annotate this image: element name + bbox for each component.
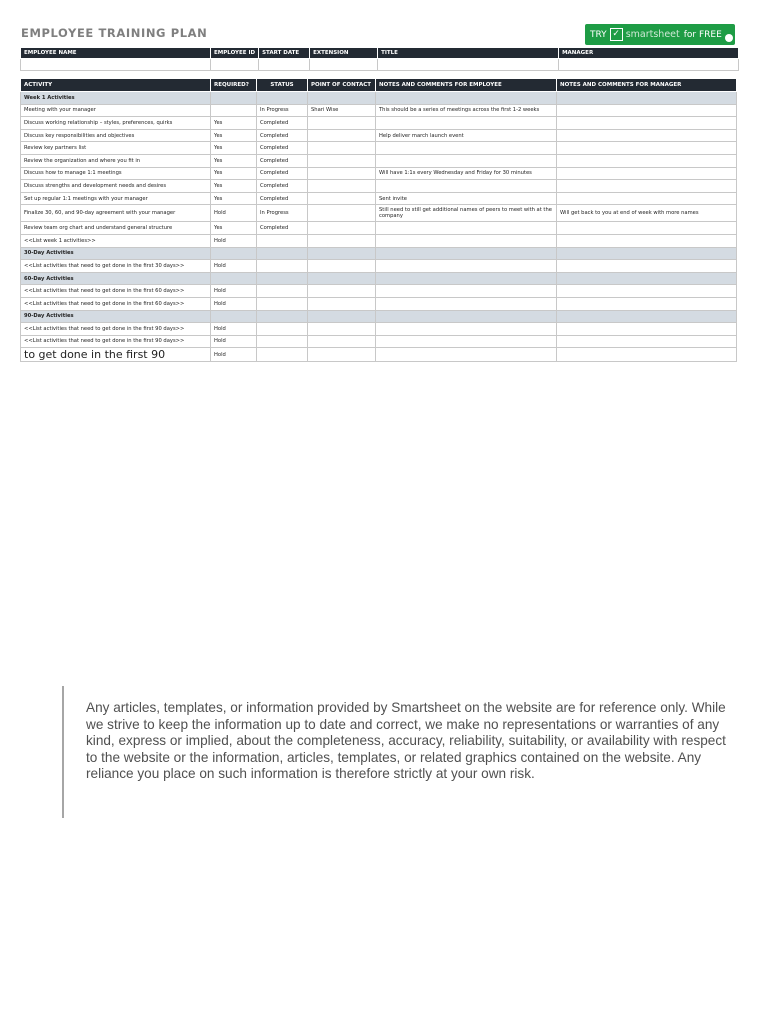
employee-info-input-row (21, 59, 739, 71)
point-of-contact-cell[interactable] (308, 348, 376, 362)
required-cell[interactable]: Yes (211, 117, 257, 130)
training-activities-table (20, 78, 737, 362)
section-empty-cell (257, 310, 308, 323)
page-title: EMPLOYEE TRAINING PLAN (21, 26, 208, 40)
manager-notes-cell[interactable] (557, 129, 737, 142)
section-empty-cell (257, 92, 308, 105)
activity-cell[interactable]: Finalize 30, 60, and 90-day agreement with your manager (21, 205, 211, 222)
section-empty-cell (308, 310, 376, 323)
required-cell[interactable]: Yes (211, 129, 257, 142)
activity-cell[interactable]: Discuss strengths and development needs and desires (21, 180, 211, 193)
section-title: 90-Day Activities (21, 310, 211, 323)
status-cell[interactable] (257, 348, 308, 362)
required-cell[interactable] (211, 104, 257, 117)
section-empty-cell (308, 272, 376, 285)
section-empty-cell (211, 310, 257, 323)
activities-header-row (21, 79, 737, 92)
section-title: 60-Day Activities (21, 272, 211, 285)
section-empty-cell (557, 247, 737, 260)
manager-notes-cell[interactable] (557, 142, 737, 155)
table-row (21, 129, 737, 142)
employee-info-header-row (21, 48, 739, 59)
point-of-contact-cell[interactable] (308, 260, 376, 273)
required-cell[interactable]: Hold (211, 234, 257, 247)
section-empty-cell (211, 272, 257, 285)
activity-cell[interactable]: Review key partners list (21, 142, 211, 155)
activity-cell[interactable]: Meeting with your manager (21, 104, 211, 117)
status-cell[interactable] (257, 323, 308, 336)
required-cell[interactable]: Hold (211, 205, 257, 222)
employee-name-cell[interactable] (21, 59, 211, 71)
required-cell[interactable]: Yes (211, 142, 257, 155)
activity-cell[interactable]: <<List activities that need to get done in the first 60 days>> (21, 285, 211, 298)
table-row (21, 335, 737, 348)
section-empty-cell (257, 272, 308, 285)
col-header-title: TITLE (378, 48, 559, 59)
section-title: 30-Day Activities (21, 247, 211, 260)
activity-cell[interactable]: <<List activities that need to get done in the first 90 days>> (21, 323, 211, 336)
banner-cta-label: for FREE (683, 29, 722, 40)
table-row (21, 260, 737, 273)
try-smartsheet-banner[interactable] (585, 24, 735, 45)
activity-cell[interactable]: Discuss key responsibilities and objectives (21, 129, 211, 142)
point-of-contact-cell[interactable] (308, 323, 376, 336)
employee-notes-cell[interactable]: Will have 1:1s every Wednesday and Friday for 30 minutes (376, 167, 557, 180)
col-header-employee-name: EMPLOYEE NAME (21, 48, 211, 59)
point-of-contact-cell[interactable] (308, 117, 376, 130)
employee-notes-cell[interactable]: This should be a series of meetings across the first 1-2 weeks (376, 104, 557, 117)
col-header-activity: ACTIVITY (21, 79, 211, 92)
status-cell[interactable] (257, 335, 308, 348)
point-of-contact-cell[interactable] (308, 154, 376, 167)
col-header-manager: MANAGER (559, 48, 739, 59)
extension-cell[interactable] (310, 59, 378, 71)
status-cell[interactable]: Completed (257, 154, 308, 167)
manager-notes-cell[interactable] (557, 117, 737, 130)
employee-id-cell[interactable] (211, 59, 259, 71)
manager-notes-cell[interactable] (557, 192, 737, 205)
point-of-contact-cell[interactable] (308, 222, 376, 235)
cursor-icon (725, 34, 733, 42)
status-cell[interactable] (257, 297, 308, 310)
point-of-contact-cell[interactable] (308, 205, 376, 222)
point-of-contact-cell[interactable] (308, 234, 376, 247)
table-row (21, 348, 737, 362)
required-cell[interactable]: Hold (211, 348, 257, 362)
required-cell[interactable]: Hold (211, 323, 257, 336)
manager-notes-cell[interactable] (557, 260, 737, 273)
col-header-required: REQUIRED? (211, 79, 257, 92)
col-header-employee-notes: NOTES AND COMMENTS FOR EMPLOYEE (376, 79, 557, 92)
table-row (21, 167, 737, 180)
status-cell[interactable]: In Progress (257, 205, 308, 222)
activity-cell[interactable]: <<List activities that need to get done in the first 60 days>> (21, 297, 211, 310)
employee-notes-cell[interactable]: Help deliver march launch event (376, 129, 557, 142)
col-header-status: STATUS (257, 79, 308, 92)
employee-info-table (20, 47, 739, 71)
table-row (21, 192, 737, 205)
manager-notes-cell[interactable] (557, 104, 737, 117)
required-cell[interactable]: Yes (211, 222, 257, 235)
manager-notes-cell[interactable] (557, 154, 737, 167)
section-row (21, 92, 737, 105)
employee-notes-cell[interactable] (376, 154, 557, 167)
col-header-point-of-contact: POINT OF CONTACT (308, 79, 376, 92)
activity-cell[interactable]: <<List activities that need to get done in the first 30 days>> (21, 260, 211, 273)
employee-notes-cell[interactable] (376, 180, 557, 193)
required-cell[interactable]: Hold (211, 285, 257, 298)
section-empty-cell (376, 247, 557, 260)
section-empty-cell (257, 247, 308, 260)
status-cell[interactable]: Completed (257, 142, 308, 155)
section-row (21, 310, 737, 323)
table-row (21, 117, 737, 130)
activity-cell[interactable]: Review the organization and where you fit in (21, 154, 211, 167)
section-empty-cell (308, 92, 376, 105)
manager-notes-cell[interactable] (557, 297, 737, 310)
section-empty-cell (557, 310, 737, 323)
section-empty-cell (557, 272, 737, 285)
employee-notes-cell[interactable] (376, 335, 557, 348)
section-row (21, 272, 737, 285)
activity-cell[interactable]: Set up regular 1:1 meetings with your manager (21, 192, 211, 205)
table-row (21, 297, 737, 310)
activity-cell[interactable]: Discuss working relationship – styles, preferences, quirks (21, 117, 211, 130)
manager-notes-cell[interactable] (557, 180, 737, 193)
point-of-contact-cell[interactable] (308, 129, 376, 142)
required-cell[interactable]: Hold (211, 297, 257, 310)
point-of-contact-cell[interactable]: Shari Wise (308, 104, 376, 117)
status-cell[interactable]: Completed (257, 117, 308, 130)
employee-notes-cell[interactable] (376, 222, 557, 235)
manager-notes-cell[interactable] (557, 323, 737, 336)
table-row (21, 205, 737, 222)
section-empty-cell (211, 247, 257, 260)
table-row (21, 104, 737, 117)
table-row (21, 285, 737, 298)
status-cell[interactable]: Completed (257, 129, 308, 142)
required-cell[interactable]: Yes (211, 154, 257, 167)
col-header-employee-id: EMPLOYEE ID (211, 48, 259, 59)
col-header-start-date: START DATE (259, 48, 310, 59)
status-cell[interactable]: Completed (257, 167, 308, 180)
employee-notes-cell[interactable] (376, 323, 557, 336)
employee-notes-cell[interactable] (376, 234, 557, 247)
section-empty-cell (376, 92, 557, 105)
employee-notes-cell[interactable]: Still need to still get additional names of peers to meet with at the company (376, 205, 557, 222)
status-cell[interactable]: Completed (257, 180, 308, 193)
point-of-contact-cell[interactable] (308, 192, 376, 205)
section-empty-cell (376, 310, 557, 323)
checkmark-icon: ✓ (610, 28, 623, 41)
required-cell[interactable]: Yes (211, 167, 257, 180)
banner-brand-label: smartsheet (625, 29, 680, 40)
manager-cell[interactable] (559, 59, 739, 71)
table-row (21, 154, 737, 167)
point-of-contact-cell[interactable] (308, 142, 376, 155)
point-of-contact-cell[interactable] (308, 285, 376, 298)
point-of-contact-cell[interactable] (308, 167, 376, 180)
table-row (21, 234, 737, 247)
section-empty-cell (308, 247, 376, 260)
title-cell[interactable] (378, 59, 559, 71)
table-row (21, 142, 737, 155)
point-of-contact-cell[interactable] (308, 297, 376, 310)
required-cell[interactable]: Yes (211, 180, 257, 193)
status-cell[interactable] (257, 234, 308, 247)
status-cell[interactable]: Completed (257, 222, 308, 235)
section-empty-cell (376, 272, 557, 285)
table-row (21, 180, 737, 193)
activity-cell[interactable]: <<List week 1 activities>> (21, 234, 211, 247)
employee-notes-cell[interactable] (376, 260, 557, 273)
section-title: Week 1 Activities (21, 92, 211, 105)
manager-notes-cell[interactable]: Will get back to you at end of week with more names (557, 205, 737, 222)
employee-notes-cell[interactable] (376, 348, 557, 362)
manager-notes-cell[interactable] (557, 335, 737, 348)
employee-notes-cell[interactable] (376, 285, 557, 298)
required-cell[interactable]: Hold (211, 260, 257, 273)
manager-notes-cell[interactable] (557, 285, 737, 298)
status-cell[interactable] (257, 285, 308, 298)
activity-cell[interactable]: to get done in the first 90 (21, 348, 211, 362)
section-empty-cell (211, 92, 257, 105)
activity-cell[interactable]: Discuss how to manage 1:1 meetings (21, 167, 211, 180)
col-header-manager-notes: NOTES AND COMMENTS FOR MANAGER (557, 79, 737, 92)
manager-notes-cell[interactable] (557, 167, 737, 180)
employee-notes-cell[interactable] (376, 117, 557, 130)
point-of-contact-cell[interactable] (308, 180, 376, 193)
activity-cell[interactable]: <<List activities that need to get done in the first 90 days>> (21, 335, 211, 348)
col-header-extension: EXTENSION (310, 48, 378, 59)
activities-body (21, 92, 737, 362)
start-date-cell[interactable] (259, 59, 310, 71)
employee-notes-cell[interactable] (376, 297, 557, 310)
required-cell[interactable]: Yes (211, 192, 257, 205)
manager-notes-cell[interactable] (557, 222, 737, 235)
table-row (21, 323, 737, 336)
manager-notes-cell[interactable] (557, 234, 737, 247)
status-cell[interactable]: In Progress (257, 104, 308, 117)
section-row (21, 247, 737, 260)
section-empty-cell (557, 92, 737, 105)
disclaimer-text: Any articles, templates, or information provided by Smartsheet on the website are for reference only. While we strive to keep the information up to date and correct, we make no representations or warranties of any kind, express or implied, about the completeness, accuracy, reliability, suitability, or availability with respect to the website or the information, articles, templates, or related graphics contained on the website. Any reliance you place on such information is therefore strictly at your own risk. (62, 686, 732, 818)
banner-try-label: TRY (590, 29, 607, 40)
required-cell[interactable]: Hold (211, 335, 257, 348)
status-cell[interactable] (257, 260, 308, 273)
manager-notes-cell[interactable] (557, 348, 737, 362)
employee-notes-cell[interactable] (376, 142, 557, 155)
point-of-contact-cell[interactable] (308, 335, 376, 348)
table-row (21, 222, 737, 235)
status-cell[interactable]: Completed (257, 192, 308, 205)
employee-notes-cell[interactable]: Sent invite (376, 192, 557, 205)
activity-cell[interactable]: Review team org chart and understand general structure (21, 222, 211, 235)
